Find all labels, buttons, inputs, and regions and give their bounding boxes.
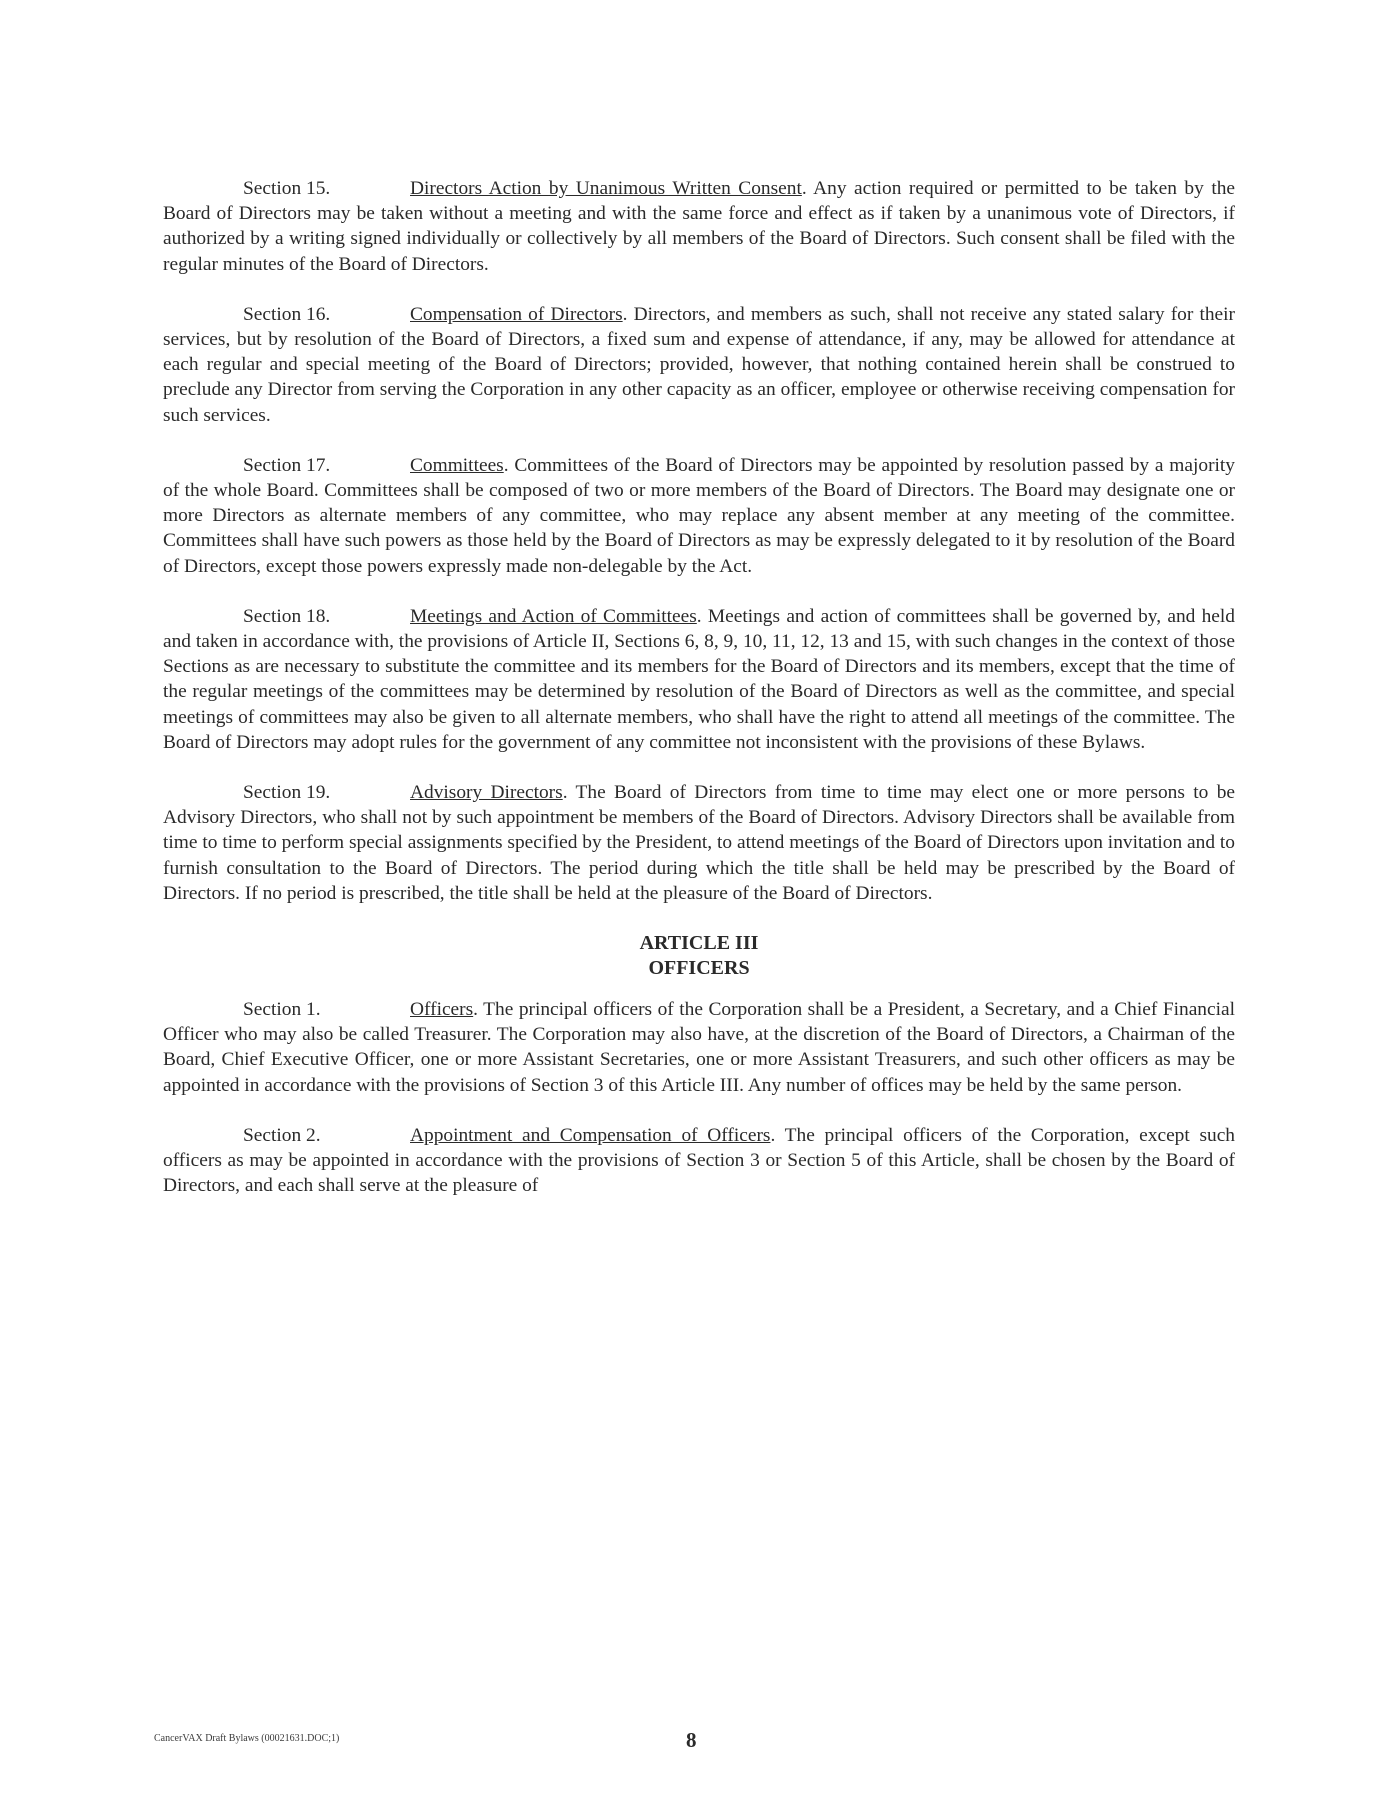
section-heading: Directors Action by Unanimous Written Consent bbox=[410, 178, 802, 199]
section-18 bbox=[163, 604, 1235, 755]
footer-doc-reference: CancerVAX Draft Bylaws (00021631.DOC;1) bbox=[154, 1733, 340, 1744]
section-label: Section 18. bbox=[243, 605, 331, 627]
section-label: Section 2. bbox=[243, 1124, 321, 1146]
section-15 bbox=[163, 176, 1235, 277]
section-label: Section 16. bbox=[243, 303, 331, 325]
article3-section-1 bbox=[163, 997, 1235, 1098]
section-text: . Any action required or permitted to be taken by the Board of Directors may be taken without a meeting and with the same force and effect as if taken by a unanimous vote of Directors, if authorized by a writing signed individually or collectively by all members of the Board of Directors. Such consent shall be filed with the regular minutes of the Board of Directors. bbox=[163, 178, 1236, 275]
section-heading: Appointment and Compensation of Officers bbox=[410, 1124, 771, 1146]
section-heading: Compensation of Directors bbox=[410, 303, 623, 325]
article-heading bbox=[163, 931, 1235, 981]
page-number: 8 bbox=[686, 1728, 697, 1752]
section-heading: Meetings and Action of Committees bbox=[410, 605, 697, 627]
section-text: . Directors, and members as such, shall not receive any stated salary for their services, but by resolution of the Board of Directors, a fixed sum and expense of attendance, if any, may be allowed for attendance at each regular and special meeting of the Board of Directors; provided, however, that nothing contained herein shall be construed to preclude any Director from serving the Corporation in any other capacity as an officer, employee or otherwise receiving compensation for such services. bbox=[163, 303, 1235, 426]
section-heading: Committees bbox=[410, 454, 504, 476]
section-label: Section 1. bbox=[243, 999, 321, 1021]
section-text: . Committees of the Board of Directors may be appointed by resolution passed by a majority of the whole Board. Committees shall be composed of two or more members of the Board of Directors. The Board may designate one or more Directors as alternate members of any committee, who may replace any absent member at any meeting of the committee. Committees shall have such powers as those held by the Board of Directors as may be expressly delegated to it by resolution of the Board of Directors, except those powers expressly made non-delegable by the Act. bbox=[163, 454, 1235, 577]
section-heading: Advisory Directors bbox=[410, 782, 563, 804]
section-text: . The Board of Directors from time to time may elect one or more persons to be Advisory Directors, who shall not by such appointment be members of the Board of Directors. Advisory Directors shall be available from time to time to perform special assignments specified by the President, to attend meetings of the Board of Directors upon invitation and to furnish consultation to the Board of Directors. The period during which the title shall be held may be prescribed by the Board of Directors. If no period is prescribed, the title shall be held at the pleasure of the Board of Directors. bbox=[163, 782, 1235, 904]
section-label: Section 15. bbox=[243, 178, 331, 199]
section-16 bbox=[163, 302, 1235, 428]
section-text: . Meetings and action of committees shall be governed by, and held and taken in accordance with, the provisions of Article II, Sections 6, 8, 9, 10, 11, 12, 13 and 15, with such changes in the context of those Sections as are necessary to substitute the committee and its members for the Board of Directors and its members, except that the time of the regular meetings of the committees may be determined by resolution of the Board of Directors as well as the committee, and special meetings of committees may also be given to all alternate members, who shall have the right to attend all meetings of the committee. The Board of Directors may adopt rules for the government of any committee not inconsistent with the provisions of these Bylaws. bbox=[163, 605, 1235, 753]
section-text: . The principal officers of the Corporation, except such officers as may be appointed in accordance with the provisions of Section 3 or Section 5 of this Article, shall be chosen by the Board of Directors, and each shall serve at the pleasure of bbox=[163, 1124, 1235, 1197]
section-19 bbox=[163, 780, 1235, 906]
section-heading: Officers bbox=[410, 999, 474, 1021]
article-number: ARTICLE III bbox=[639, 932, 759, 955]
section-17 bbox=[163, 453, 1235, 579]
article-title: OFFICERS bbox=[648, 957, 750, 980]
section-label: Section 19. bbox=[243, 782, 331, 804]
section-label: Section 17. bbox=[243, 454, 331, 476]
document-body bbox=[163, 176, 1235, 1224]
section-text: . The principal officers of the Corporation shall be a President, a Secretary, and a Chief Financial Officer who may also be called Treasurer. The Corporation may also have, at the discretion of the Board of Directors, a Chairman of the Board, Chief Executive Officer, one or more Assistant Secretaries, one or more Assistant Treasurers, and such other officers as may be appointed in accordance with the provisions of Section 3 of this Article III. Any number of offices may be held by the same person. bbox=[163, 999, 1235, 1096]
article3-section-2 bbox=[163, 1123, 1235, 1199]
